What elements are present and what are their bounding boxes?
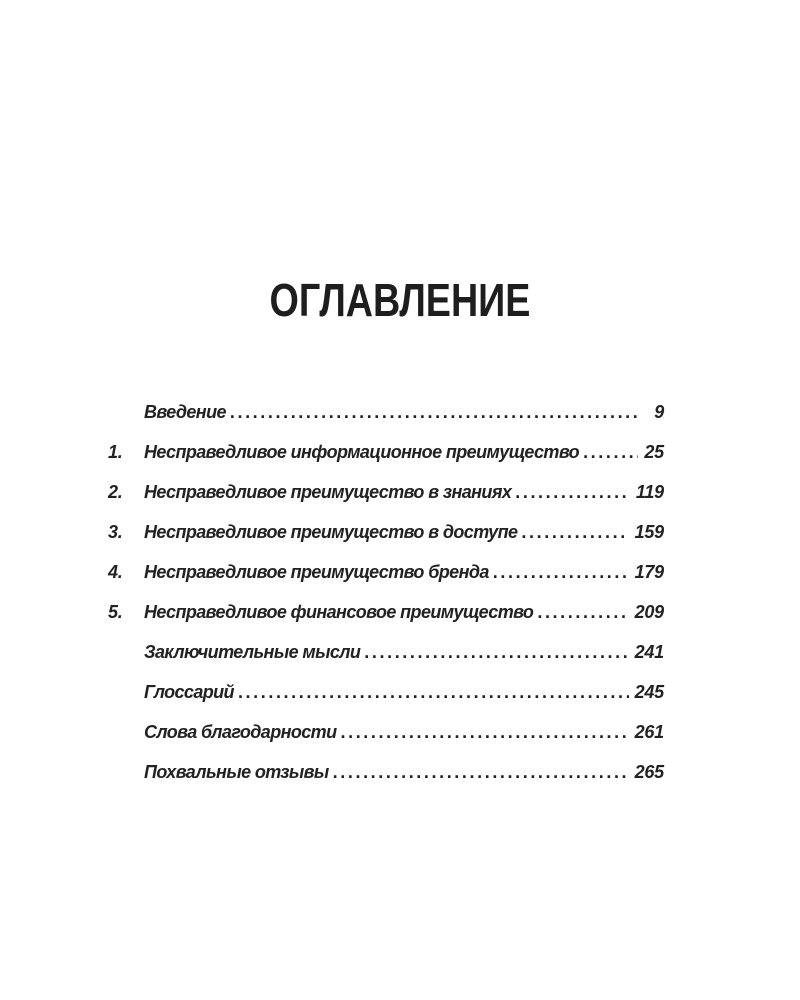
toc-entry: [108, 672, 664, 712]
toc-entry: [108, 552, 664, 592]
toc-dot-leader: [340, 722, 628, 743]
toc-entry: [108, 592, 664, 632]
toc-entry-number: 1.: [108, 441, 123, 462]
toc-entry-page: 265: [634, 761, 664, 782]
toc-entry-page: 159: [634, 521, 664, 542]
toc-entry: [108, 472, 664, 512]
toc-dot-leader: [238, 682, 629, 703]
toc-entry-page: 241: [634, 641, 664, 662]
toc-entry-page: 209: [634, 601, 664, 622]
toc-entry-label: Похвальные отзывы: [144, 761, 329, 782]
toc-entry: [108, 432, 664, 472]
toc-entry-number: 3.: [108, 521, 123, 542]
toc-entry-page: 119: [635, 481, 664, 502]
page-title: ОГЛАВЛЕНИЕ: [269, 274, 531, 326]
toc-dot-leader: [537, 602, 628, 623]
toc-entry-label: Введение: [144, 401, 226, 422]
table-of-contents: [108, 392, 664, 792]
toc-entry: [108, 392, 664, 432]
toc-entry-number: 2.: [108, 481, 123, 502]
toc-entry: [108, 632, 664, 672]
toc-dot-leader: [515, 482, 630, 503]
toc-entry-label: Несправедливое преимущество бренда: [144, 561, 489, 582]
toc-entry-label: Несправедливое преимущество в знаниях: [144, 481, 512, 502]
toc-entry-number: 5.: [108, 601, 123, 622]
toc-entry-page: 9: [654, 401, 664, 422]
toc-entry-page: 261: [634, 721, 664, 742]
toc-dot-leader: [364, 642, 628, 663]
toc-dot-leader: [493, 562, 629, 583]
toc-entry-label: Несправедливое информационное преимущество: [144, 441, 580, 462]
toc-entry-label: Слова благодарности: [144, 721, 337, 742]
toc-entry-label: Несправедливое преимущество в доступе: [144, 521, 518, 542]
toc-dot-leader: [333, 762, 629, 783]
toc-dot-leader: [521, 522, 628, 543]
toc-dot-leader: [583, 442, 638, 463]
toc-entry: [108, 712, 664, 752]
toc-entry: [108, 512, 664, 552]
toc-entry: [108, 752, 664, 792]
toc-entry-label: Заключительные мысли: [144, 641, 361, 662]
toc-entry-page: 25: [644, 441, 664, 462]
toc-entry-page: 245: [634, 681, 664, 702]
toc-entry-page: 179: [634, 561, 664, 582]
toc-entry-label: Глоссарий: [144, 681, 234, 702]
toc-dot-leader: [230, 402, 638, 423]
toc-entry-number: 4.: [108, 561, 123, 582]
toc-entry-label: Несправедливое финансовое преимущество: [144, 601, 534, 622]
